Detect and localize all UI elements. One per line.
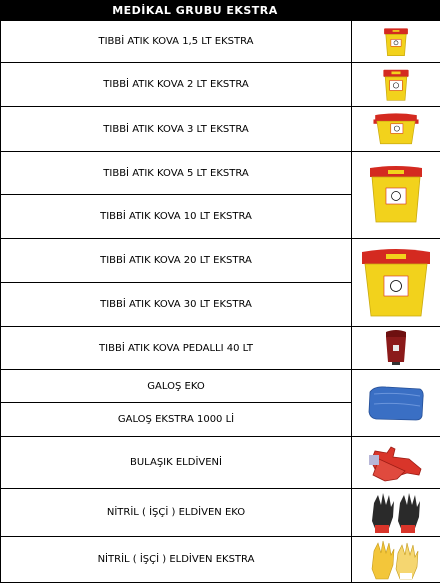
product-name: GALOŞ EKO (1, 370, 352, 403)
table-row (1, 63, 440, 107)
product-image-cell (352, 152, 440, 239)
medical-waste-bin-icon (378, 67, 414, 103)
product-name: TIBBİ ATIK KOVA PEDALLI 40 LT (1, 327, 352, 370)
section-title: MEDİKAL GRUBU EKSTRA (112, 4, 278, 17)
product-name: TIBBİ ATIK KOVA 20 LT EKSTRA (1, 239, 352, 283)
section-title-bar (0, 0, 440, 20)
product-name: TIBBİ ATIK KOVA 1,5 LT EKSTRA (1, 21, 352, 63)
table-row (1, 107, 440, 152)
shoe-cover-pack-icon (366, 382, 426, 424)
product-image-cell (352, 239, 440, 327)
table-row (1, 239, 440, 283)
table-row (1, 489, 440, 537)
product-name: NİTRİL ( İŞÇİ ) ELDİVEN EKSTRA (1, 537, 352, 583)
pedal-bin-icon (381, 329, 411, 367)
table-row (1, 327, 440, 370)
dishwashing-glove-icon (365, 441, 427, 485)
product-name: TIBBİ ATIK KOVA 3 LT EKSTRA (1, 107, 352, 152)
product-table (0, 20, 440, 583)
product-image-cell (352, 107, 440, 152)
table-row (1, 21, 440, 63)
table-row (1, 152, 440, 195)
product-name: TIBBİ ATIK KOVA 5 LT EKSTRA (1, 152, 352, 195)
table-row (1, 537, 440, 583)
medical-waste-bin-icon (358, 246, 434, 320)
product-name: TIBBİ ATIK KOVA 2 LT EKSTRA (1, 63, 352, 107)
product-image-cell (352, 537, 440, 583)
nitrile-glove-yellow-icon (366, 539, 426, 581)
product-image-cell (352, 63, 440, 107)
product-image-cell (352, 21, 440, 63)
medical-waste-bin-icon (379, 25, 413, 59)
product-image-cell (352, 489, 440, 537)
product-image-cell (352, 327, 440, 370)
table-row (1, 370, 440, 403)
product-name: BULAŞIK ELDİVENİ (1, 437, 352, 489)
table-row (1, 437, 440, 489)
product-name: NİTRİL ( İŞÇİ ) ELDİVEN EKO (1, 489, 352, 537)
nitrile-glove-black-icon (366, 491, 426, 535)
medical-waste-bin-icon (366, 164, 426, 226)
product-image-cell (352, 437, 440, 489)
medical-waste-bin-icon (370, 110, 422, 148)
product-name: TIBBİ ATIK KOVA 30 LT EKSTRA (1, 283, 352, 327)
product-name: GALOŞ EKSTRA 1000 Lİ (1, 403, 352, 437)
product-image-cell (352, 370, 440, 437)
product-name: TIBBİ ATIK KOVA 10 LT EKSTRA (1, 195, 352, 239)
